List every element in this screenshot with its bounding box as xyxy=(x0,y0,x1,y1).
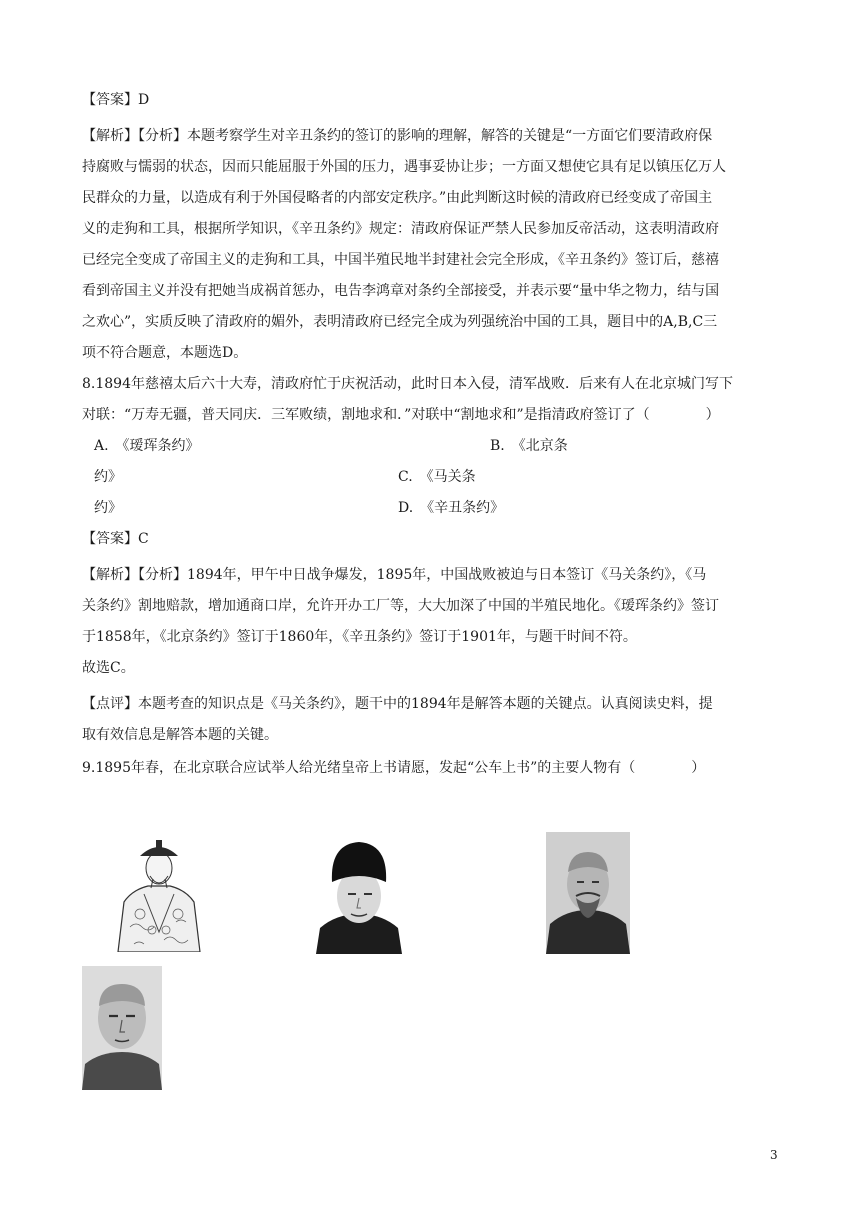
q8-analysis-line: 关条约》割地赔款，增加通商口岸，允许开办工厂等，大大加深了中国的半殖民地化。《瑷珲条约》签订 xyxy=(82,598,719,614)
q7-analysis-line: 项不符合题意，本题选D。 xyxy=(82,345,248,361)
q7-analysis-line: 已经完全变成了帝国主义的走狗和工具，中国半殖民地半封建社会完全形成，《辛丑条约》签订后，慈禧 xyxy=(82,252,719,268)
q7-analysis-line: 义的走狗和工具，根据所学知识，《辛丑条约》规定：清政府保证严禁人民参加反帝活动，这表明清政府 xyxy=(82,221,719,237)
portrait-young-man xyxy=(82,966,162,1090)
q8-analysis-line: 于1858年，《北京条约》签订于1860年，《辛丑条约》签订于1901年，与题干时间不符。 xyxy=(82,629,637,645)
q8-option-c-cont: 约》 xyxy=(94,500,122,516)
q7-analysis-line: 民群众的力量，以造成有利于外国侵略者的内部安定秩序。”由此判断这时候的清政府已经变成了帝国主 xyxy=(82,190,713,206)
q9-stem: 9.1895年春，在北京联合应试举人给光绪皇帝上书请愿，发起“公车上书”的主要人物有（ ） xyxy=(82,760,706,776)
q8-stem-line: 对联：“万寿无疆，普天同庆．三军败绩，割地求和．”对联中“割地求和”是指清政府签订了（ ） xyxy=(82,407,720,423)
q8-comment-line: 【点评】本题考查的知识点是《马关条约》，题干中的1894年是解答本题的关键点。认真阅读史料，提 xyxy=(82,696,713,712)
portrait-black-cap xyxy=(316,838,402,954)
q7-analysis-line: 持腐败与懦弱的状态，因而只能屈服于外国的压力，遇事妥协让步；一方面又想使它具有足以镇压亿万人 xyxy=(82,159,726,175)
portrait-elderly-man xyxy=(546,832,630,954)
q8-option-b-cont: 约》 xyxy=(94,469,122,485)
q8-comment-line: 取有效信息是解答本题的关键。 xyxy=(82,727,278,743)
q8-option-d: D. 《辛丑条约》 xyxy=(398,500,505,516)
q8-option-c: C. 《马关条 xyxy=(398,469,476,485)
q8-analysis-line: 【解析】【分析】1894年，甲午中日战争爆发，1895年，中国战败被迫与日本签订《马关条约》，《马 xyxy=(82,567,707,583)
q8-answer: 【答案】C xyxy=(82,531,149,547)
page-number: 3 xyxy=(770,1148,778,1162)
q8-option-a: A. 《瑷珲条约》 xyxy=(94,438,200,454)
q8-analysis-line: 故选C。 xyxy=(82,660,135,676)
q7-analysis-line: 【解析】【分析】本题考察学生对辛丑条约的签订的影响的理解，解答的关键是“一方面它们要清政府保 xyxy=(82,128,713,144)
portrait-official-robe xyxy=(104,832,214,952)
q7-answer: 【答案】D xyxy=(82,92,150,108)
q7-analysis-line: 看到帝国主义并没有把她当成祸首惩办，电告李鸿章对条约全部接受，并表示要“量中华之物力，结与国 xyxy=(82,283,720,299)
q8-stem-line: 8.1894年慈禧太后六十大寿，清政府忙于庆祝活动，此时日本入侵，清军战败．后来有人在北京城门写下 xyxy=(82,376,733,392)
q7-analysis-line: 之欢心”，实质反映了清政府的媚外，表明清政府已经完全成为列强统治中国的工具，题目中的A,B,C三 xyxy=(82,314,718,330)
q8-option-b: B. 《北京条 xyxy=(490,438,568,454)
